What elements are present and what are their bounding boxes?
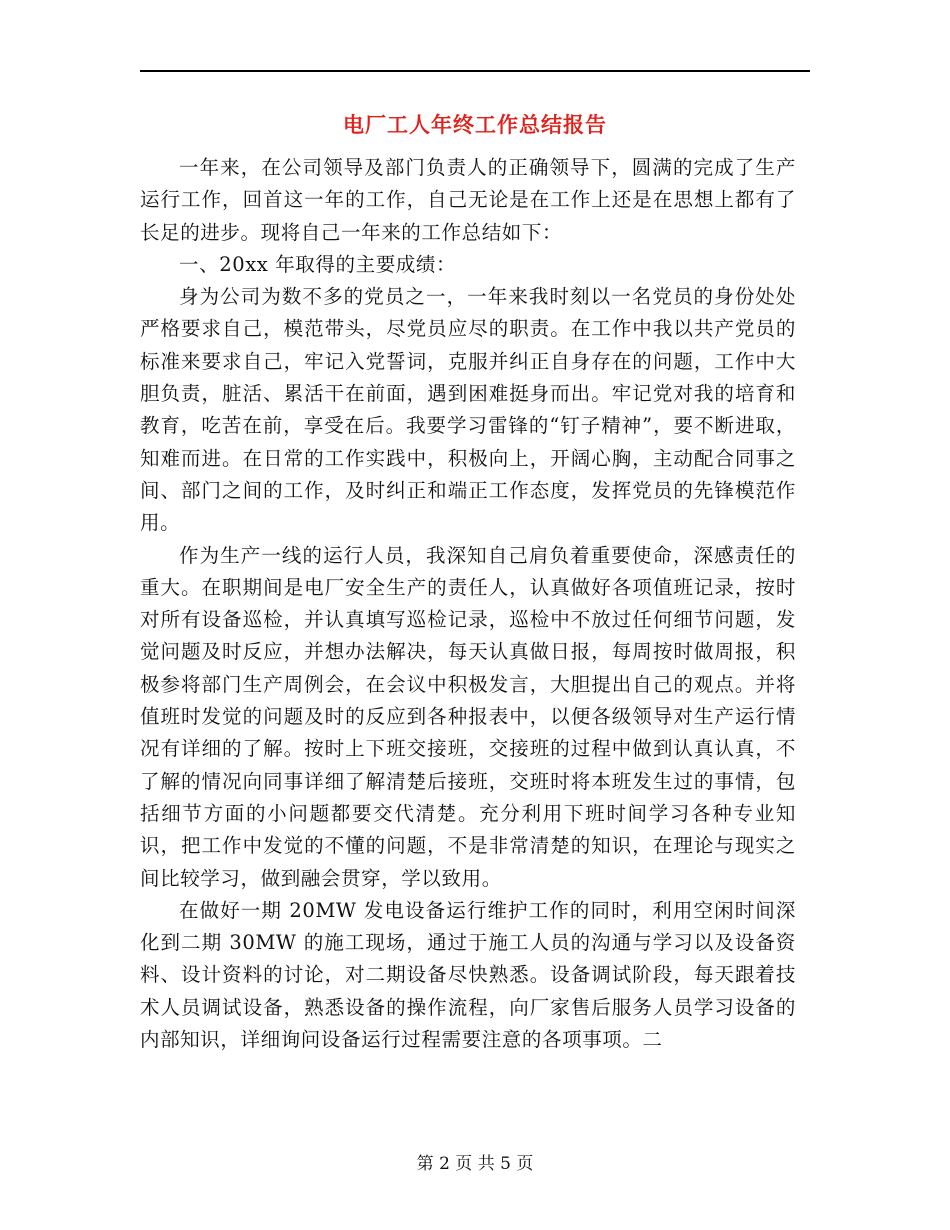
paragraph-intro: 一年来，在公司领导及部门负责人的正确领导下，圆满的完成了生产运行工作，回首这一年的工作，自己无论是在工作上还是在思想上都有了长足的进步。现将自己一年来的工作总结如下：: [140, 156, 796, 244]
document-title: 电厂工人年终工作总结报告: [343, 112, 607, 137]
paragraph-phase-two: 在做好一期 20MW 发电设备运行维护工作的同时，利用空闲时间深化到二期 30MW 的施工现场，通过于施工人员的沟通与学习以及设备资料、设计资料的讨论，对二期设备尽快熟悉。设备调试阶段，每天跟着技术人员调试设备，熟悉设备的操作流程，向厂家售后服务人员学习设备的内部知识，详细询问设备运行过程需要注意的各项事项。二: [140, 898, 796, 1052]
section-heading-achievements: 一、20xx 年取得的主要成绩：: [179, 252, 457, 276]
paragraph-party-member: 身为公司为数不多的党员之一，一年来我时刻以一名党员的身份处处严格要求自己，模范带头，尽党员应尽的职责。在工作中我以共产党员的标准来要求自己，牢记入党誓词，克服并纠正自身存在的问题，工作中大胆负责，脏活、累活干在前面，遇到困难挺身而出。牢记党对我的培育和教育，吃苦在前，享受在后。我要学习雷锋的“钉子精神”，要不断进取，知难而进。在日常的工作实践中，积极向上，开阔心胸，主动配合同事之间、部门之间的工作，及时纠正和端正工作态度，发挥党员的先锋模范作用。: [140, 285, 796, 535]
document-body: [140, 152, 796, 1056]
paragraph-operations: 作为生产一线的运行人员，我深知自己肩负着重要使命，深感责任的重大。在职期间是电厂安全生产的责任人，认真做好各项值班记录，按时对所有设备巡检，并认真填写巡检记录，巡检中不放过任何细节问题，发觉问题及时反应，并想办法解决，每天认真做日报，每周按时做周报，积极参将部门生产周例会，在会议中积极发言，大胆提出自己的观点。并将值班时发觉的问题及时的反应到各种报表中，以便各级领导对生产运行情况有详细的了解。按时上下班交接班，交接班的过程中做到认真认真，不了解的情况向同事详细了解清楚后接班，交班时将本班发生过的事情，包括细节方面的小问题都要交代清楚。充分利用下班时间学习各种专业知识，把工作中发觉的不懂的问题，不是非常清楚的知识，在理论与现实之间比较学习，做到融会贯穿，学以致用。: [140, 543, 796, 890]
header-rule: [140, 70, 810, 72]
page-number-label: 第 2 页 共 5 页: [416, 1154, 534, 1174]
page-footer: [0, 1152, 950, 1176]
